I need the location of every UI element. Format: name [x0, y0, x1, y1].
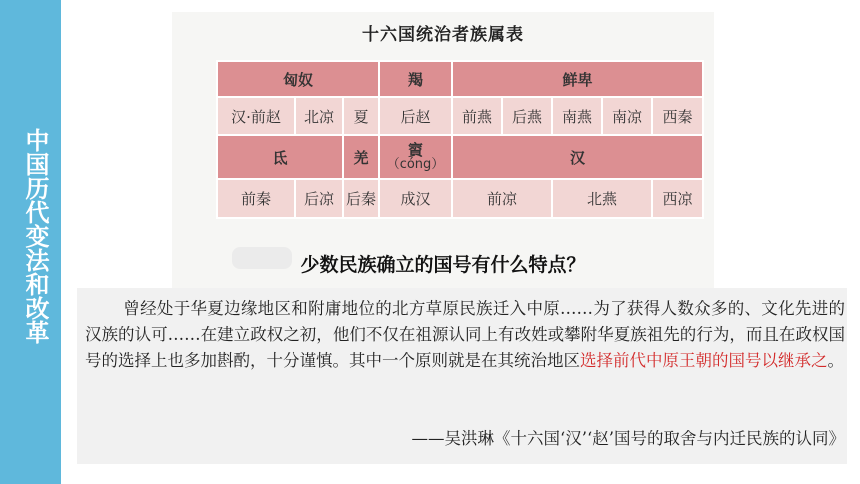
header-cong-pinyin: （cóng）: [386, 157, 445, 172]
quote-highlight: 选择前代中原王朝的国号以继承之: [580, 351, 828, 370]
table-cell: 西秦: [652, 97, 703, 135]
header-qiang: 羌: [343, 135, 379, 179]
quote-paragraph: [85, 296, 845, 374]
table-cell: 北燕: [552, 179, 652, 218]
header-han: 汉: [452, 135, 703, 179]
header-cong-char: 賨: [407, 141, 423, 159]
table-cell: 后秦: [343, 179, 379, 218]
sidebar: [0, 0, 61, 484]
table-cell: 后赵: [379, 97, 452, 135]
table-row: [217, 135, 703, 179]
table-cell: 成汉: [379, 179, 452, 218]
header-xianbei: 鲜卑: [452, 61, 703, 97]
table-cell: 南凉: [602, 97, 652, 135]
table-cell: 前凉: [452, 179, 552, 218]
header-di: 氐: [217, 135, 343, 179]
table-cell: 汉·前赵: [217, 97, 295, 135]
table-cell: 西凉: [652, 179, 703, 218]
header-cong: [379, 135, 452, 179]
table-row: [217, 179, 703, 218]
header-xiongnu: 匈奴: [217, 61, 379, 97]
table-cell: 后凉: [295, 179, 343, 218]
table-title: 十六国统治者族属表: [362, 25, 524, 45]
table-cell: 前秦: [217, 179, 295, 218]
quote-source: ——吴洪琳《十六国‘汉’‘赵’国号的取舍与内迁民族的认同》: [411, 429, 845, 448]
table-cell: 南燕: [552, 97, 602, 135]
table-cell: 北凉: [295, 97, 343, 135]
table-cell: 前燕: [452, 97, 502, 135]
table-cell: 夏: [343, 97, 379, 135]
quote-text-after: 。: [827, 351, 844, 370]
header-jie: 羯: [379, 61, 452, 97]
ethnic-rulers-table: [216, 60, 704, 219]
table-row: [217, 97, 703, 135]
sidebar-title: 中国历代变法和改革: [21, 128, 49, 344]
table-cell: 后燕: [502, 97, 552, 135]
quote-text-before: 曾经处于华夏边缘地区和附庸地位的北方草原民族迁入中原……为了获得人数众多的、文化先进的汉族的认可……在建立政权之初，他们不仅在祖源认同上有改姓或攀附华夏族祖先的行为，而且在政权国号的选择上也多加斟酌，十分谨慎。其中一个原则就是在其统治地区: [85, 299, 845, 370]
question-heading: 少数民族确立的国号有什么特点？: [300, 254, 586, 276]
table-row: [217, 61, 703, 97]
